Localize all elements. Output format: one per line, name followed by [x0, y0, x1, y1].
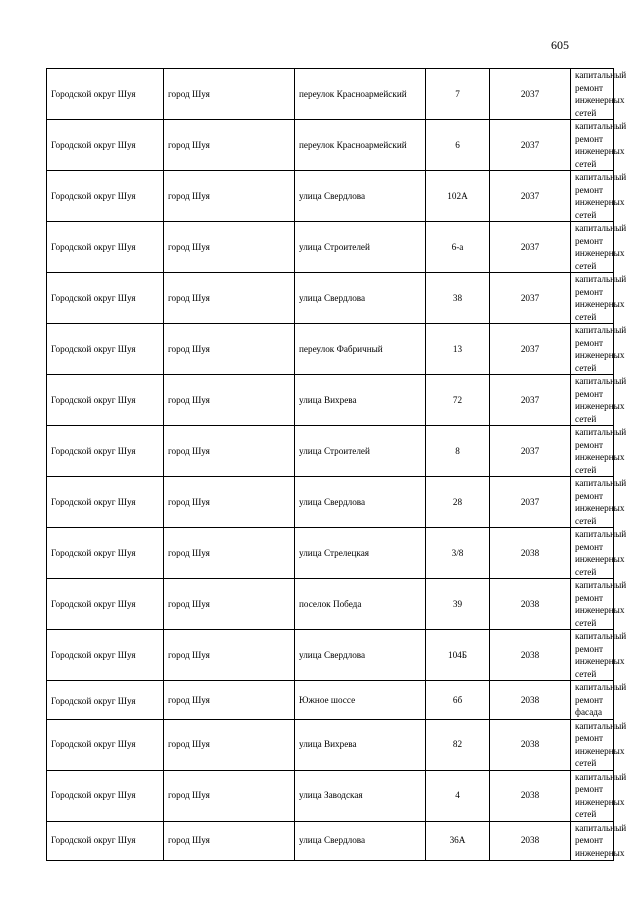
- cell-district: Городской округ Шуя: [47, 273, 164, 324]
- table-row: [47, 477, 614, 528]
- cell-house: 8: [426, 426, 490, 477]
- table-row: [47, 324, 614, 375]
- table-row: [47, 630, 614, 681]
- table-row: [47, 120, 614, 171]
- cell-house: 72: [426, 375, 490, 426]
- cell-house: 102А: [426, 171, 490, 222]
- cell-district: Городской округ Шуя: [47, 528, 164, 579]
- cell-work: капитальный ремонт инженерных сетей: [571, 171, 614, 222]
- cell-district: Городской округ Шуя: [47, 630, 164, 681]
- cell-year: 2037: [490, 273, 571, 324]
- cell-city: город Шуя: [164, 171, 295, 222]
- cell-district: Городской округ Шуя: [47, 579, 164, 630]
- cell-year: 2037: [490, 171, 571, 222]
- repair-schedule-table: [46, 68, 627, 861]
- cell-year: 2038: [490, 630, 571, 681]
- cell-street: поселок Победа: [295, 579, 426, 630]
- cell-work: капитальный ремонт инженерных сетей: [571, 719, 614, 770]
- cell-street: улица Свердлова: [295, 477, 426, 528]
- cell-year: 2038: [490, 528, 571, 579]
- cell-street: улица Вихрева: [295, 375, 426, 426]
- cell-street: улица Заводская: [295, 770, 426, 821]
- cell-street: улица Стрелецкая: [295, 528, 426, 579]
- cell-work: капитальный ремонт инженерных сетей: [571, 770, 614, 821]
- cell-house: 6б: [426, 681, 490, 720]
- cell-city: город Шуя: [164, 324, 295, 375]
- cell-street: переулок Фабричный: [295, 324, 426, 375]
- cell-city: город Шуя: [164, 273, 295, 324]
- cell-work: капитальный ремонт фасада: [571, 681, 614, 720]
- table-row: [47, 719, 614, 770]
- cell-year: 2037: [490, 375, 571, 426]
- cell-district: Городской округ Шуя: [47, 477, 164, 528]
- cell-house: 104Б: [426, 630, 490, 681]
- table-row: [47, 273, 614, 324]
- cell-street: улица Строителей: [295, 426, 426, 477]
- table-row: [47, 69, 614, 120]
- cell-year: 2037: [490, 69, 571, 120]
- cell-city: город Шуя: [164, 375, 295, 426]
- cell-district: Городской округ Шуя: [47, 719, 164, 770]
- cell-district: Городской округ Шуя: [47, 375, 164, 426]
- cell-city: город Шуя: [164, 69, 295, 120]
- table-body: [47, 69, 627, 861]
- cell-work: капитальный ремонт инженерных сетей: [571, 375, 614, 426]
- cell-district: Городской округ Шуя: [47, 770, 164, 821]
- cell-year: 2037: [490, 477, 571, 528]
- cell-city: город Шуя: [164, 222, 295, 273]
- cell-city: город Шуя: [164, 821, 295, 860]
- cell-work: капитальный ремонт инженерных: [571, 821, 614, 860]
- cell-work: капитальный ремонт инженерных сетей: [571, 69, 614, 120]
- cell-year: 2037: [490, 222, 571, 273]
- table-row: [47, 222, 614, 273]
- cell-house: 6-а: [426, 222, 490, 273]
- cell-year: 2038: [490, 579, 571, 630]
- table-row: [47, 171, 614, 222]
- cell-work: капитальный ремонт инженерных сетей: [571, 579, 614, 630]
- cell-house: 4: [426, 770, 490, 821]
- cell-street: переулок Красноармейский: [295, 120, 426, 171]
- cell-street: улица Строителей: [295, 222, 426, 273]
- cell-house: 36А: [426, 821, 490, 860]
- cell-street: улица Свердлова: [295, 821, 426, 860]
- cell-year: 2038: [490, 770, 571, 821]
- cell-work: капитальный ремонт инженерных сетей: [571, 528, 614, 579]
- cell-house: 3/8: [426, 528, 490, 579]
- cell-street: улица Вихрева: [295, 719, 426, 770]
- cell-year: 2038: [490, 681, 571, 720]
- cell-city: город Шуя: [164, 579, 295, 630]
- cell-district: Городской округ Шуя: [47, 821, 164, 860]
- cell-house: 6: [426, 120, 490, 171]
- cell-street: переулок Красноармейский: [295, 69, 426, 120]
- cell-street: улица Свердлова: [295, 171, 426, 222]
- cell-house: 39: [426, 579, 490, 630]
- cell-city: город Шуя: [164, 630, 295, 681]
- cell-work: капитальный ремонт инженерных сетей: [571, 426, 614, 477]
- table-row: [47, 681, 614, 720]
- cell-house: 82: [426, 719, 490, 770]
- cell-district: Городской округ Шуя: [47, 324, 164, 375]
- page-number: 605: [551, 38, 569, 52]
- cell-year: 2038: [490, 821, 571, 860]
- cell-district: Городской округ Шуя: [47, 69, 164, 120]
- cell-city: город Шуя: [164, 426, 295, 477]
- table-row: [47, 579, 614, 630]
- cell-city: город Шуя: [164, 719, 295, 770]
- cell-house: 28: [426, 477, 490, 528]
- table-row: [47, 426, 614, 477]
- cell-year: 2038: [490, 719, 571, 770]
- cell-work: капитальный ремонт инженерных сетей: [571, 477, 614, 528]
- cell-district: Городской округ Шуя: [47, 171, 164, 222]
- cell-street: Южное шоссе: [295, 681, 426, 720]
- cell-street: улица Свердлова: [295, 630, 426, 681]
- cell-work: капитальный ремонт инженерных сетей: [571, 630, 614, 681]
- table-row: [47, 375, 614, 426]
- cell-city: город Шуя: [164, 120, 295, 171]
- cell-street: улица Свердлова: [295, 273, 426, 324]
- cell-work: капитальный ремонт инженерных сетей: [571, 222, 614, 273]
- cell-district: Городской округ Шуя: [47, 681, 164, 720]
- cell-district: Городской округ Шуя: [47, 222, 164, 273]
- table-row: [47, 528, 614, 579]
- cell-district: Городской округ Шуя: [47, 120, 164, 171]
- cell-work: капитальный ремонт инженерных сетей: [571, 324, 614, 375]
- cell-year: 2037: [490, 324, 571, 375]
- cell-house: 38: [426, 273, 490, 324]
- cell-work: капитальный ремонт инженерных сетей: [571, 273, 614, 324]
- cell-work: капитальный ремонт инженерных сетей: [571, 120, 614, 171]
- table-row: [47, 821, 614, 860]
- cell-house: 7: [426, 69, 490, 120]
- cell-year: 2037: [490, 426, 571, 477]
- cell-city: город Шуя: [164, 681, 295, 720]
- cell-district: Городской округ Шуя: [47, 426, 164, 477]
- cell-city: город Шуя: [164, 528, 295, 579]
- table-row: [47, 770, 614, 821]
- cell-house: 13: [426, 324, 490, 375]
- cell-city: город Шуя: [164, 770, 295, 821]
- cell-city: город Шуя: [164, 477, 295, 528]
- cell-year: 2037: [490, 120, 571, 171]
